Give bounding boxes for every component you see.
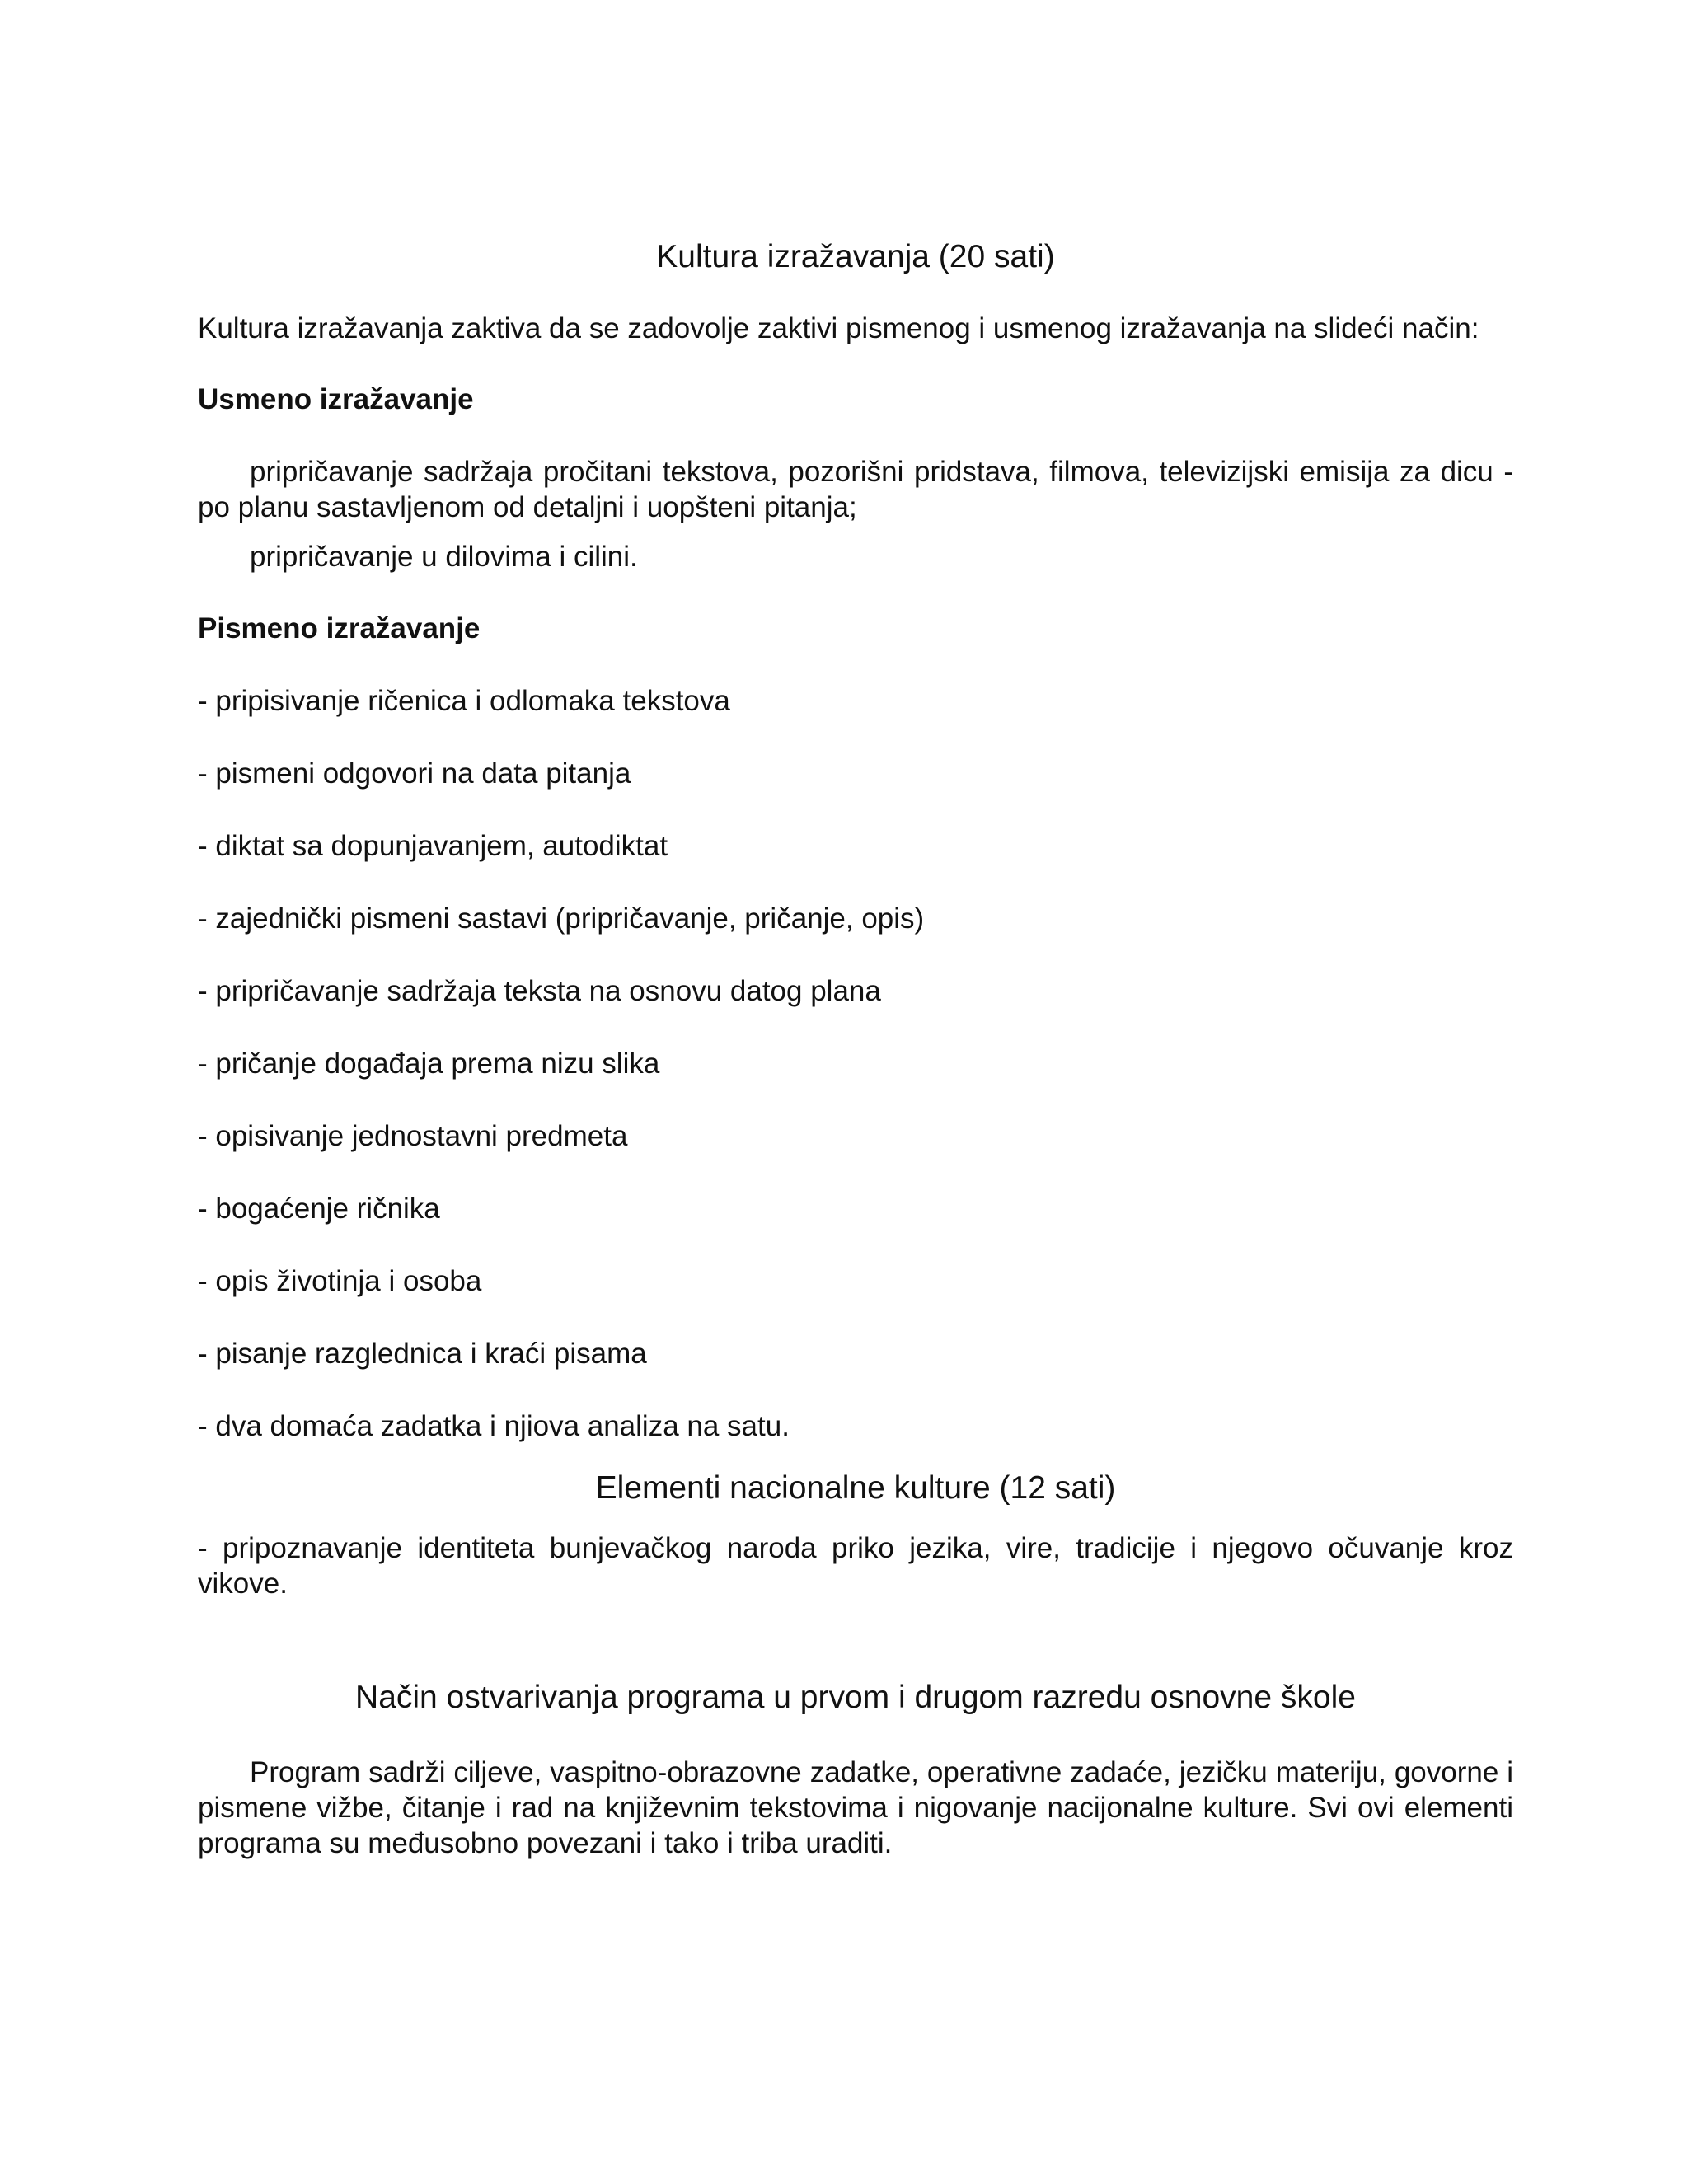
subheading-usmeno: Usmeno izražavanje <box>198 383 474 415</box>
list-item: - pripisivanje ričenica i odlomaka tekstova <box>198 685 730 717</box>
list-item: - pisanje razglednica i kraći pisama <box>198 1338 647 1370</box>
oral-item: pripričavanje sadržaja pročitani tekstova, pozorišni pridstava, filmova, televizijski emisija za dicu - po planu sastavljenom od detaljni i uopšteni pitanja; <box>198 456 1513 523</box>
section-title-elementi-nacionalne-kulture: Elementi nacionalne kulture (12 sati) <box>595 1470 1116 1506</box>
list-item: - opis životinja i osoba <box>198 1265 482 1297</box>
page-content <box>198 237 1513 1861</box>
subheading-pismeno: Pismeno izražavanje <box>198 612 481 644</box>
list-item: - zajednički pismeni sastavi (pripričavanje, pričanje, opis) <box>198 902 925 935</box>
list-item: - diktat sa dopunjavanjem, autodiktat <box>198 830 668 862</box>
list-item: - dva domaća zadatka i njiova analiza na satu. <box>198 1410 790 1442</box>
section-title-kultura-izrazavanja: Kultura izražavanja (20 sati) <box>656 239 1055 274</box>
section-body-nacin-ostvarivanja: Program sadrži ciljeve, vaspitno-obrazovne zadatke, operativne zadaće, jezičku materiju, govorne i pismene vižbe, čitanje i rad na književnim tekstovima i nigovanje nacijonalne kulture. Svi ovi elementi programa su međusobno povezani i tako i triba uraditi. <box>198 1756 1513 1859</box>
section-intro: Kultura izražavanja zaktiva da se zadovolje zaktivi pismenog i usmenog izražavanja na slideći način: <box>198 312 1479 344</box>
oral-item: pripričavanje u dilovima i cilini. <box>250 541 638 573</box>
list-item: - pričanje događaja prema nizu slika <box>198 1047 660 1080</box>
section-title-nacin-ostvarivanja: Način ostvarivanja programa u prvom i drugom razredu osnovne škole <box>355 1680 1356 1715</box>
list-item: - bogaćenje ričnika <box>198 1193 440 1225</box>
list-item: - pripričavanje sadržaja teksta na osnovu datog plana <box>198 975 881 1007</box>
list-item: - opisivanje jednostavni predmeta <box>198 1120 628 1152</box>
section-body-nacionalna-kultura: - pripoznavanje identiteta bunjevačkog naroda priko jezika, vire, tradicije i njegovo očuvanje kroz vikove. <box>198 1532 1513 1600</box>
list-item: - pismeni odgovori na data pitanja <box>198 757 631 790</box>
